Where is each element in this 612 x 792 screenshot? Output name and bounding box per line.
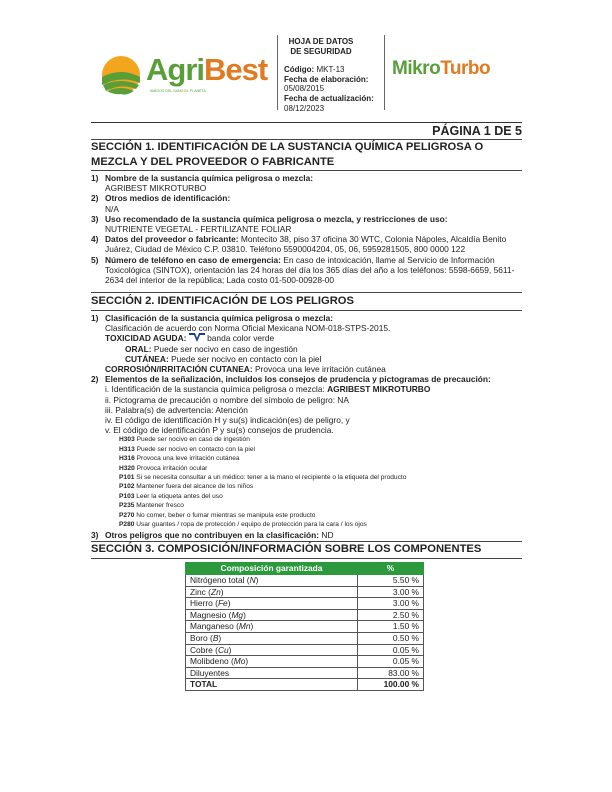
sign-line-3: iii. Palabra(s) de advertencia: Atención [105, 404, 248, 415]
s1-item-1: 1) Nombre de la sustancia química peligrosa o mezcla: AGRIBEST MIKROTURBO [91, 173, 314, 194]
code-row: P235 Mantener fresco [119, 502, 184, 510]
section1-bottom-rule [91, 170, 522, 171]
s1-item-4: 4) Datos del proveedor o fabricante: Montecito 38, piso 37 oficina 30 WTC, Colonia Nápoles, Alcaldía Benito Juárez, Ciudad de México C.P. 03810. Teléfono 5590004204, 05, 06, 5959281505, 800 0000 122 [91, 234, 507, 255]
section2-top-rule [91, 292, 522, 293]
doc-title: HOJA DE DATOS DE SEGURIDAD [288, 37, 354, 56]
upd-value: 08/12/2023 [284, 103, 325, 113]
sign-line-2: ii. Pictograma de precaución o nombre del símbolo de peligro: NA [105, 394, 349, 405]
code-row: P102 Mantener fuera del alcance de los niños [119, 483, 254, 491]
col-composition: Composición garantizada [186, 563, 358, 575]
s1-item-2: 2) Otros medios de identificación: N/A [91, 193, 231, 214]
s1-item-5: 5) Número de teléfono en caso de emergencia: En caso de intoxicación, llame al Servicio de Información Toxicológica (SINTOX), orientación las 24 horas del día los 365 días del año a los teléfonos: 5598-6659, 5611-2634 del interior de la república; Lada costo 01-500-00928-00 [91, 254, 515, 286]
code-value: MKT-13 [316, 65, 345, 75]
table-row [186, 621, 424, 633]
table-row [186, 575, 424, 587]
component-percent: 3.00 % [358, 586, 424, 598]
header-divider-left [277, 35, 278, 110]
section2-bottom-rule [91, 310, 522, 311]
s2-item-3: 3) Otros peligros que no contribuyen en la clasificación: ND [91, 529, 334, 540]
section3-title: SECCIÓN 3. COMPOSICIÓN/INFORMACIÓN SOBRE LOS COMPONENTES [91, 543, 482, 555]
table-row [186, 656, 424, 668]
agribest-wordmark: AgriBest [146, 52, 268, 87]
page-number: PÁGINA 1 DE 5 [432, 124, 522, 138]
table-row [186, 644, 424, 656]
s2-item-2: 2) Elementos de la señalización, incluidos los consejos de prudencia y pictogramas de precaución: [91, 374, 491, 385]
table-row [186, 609, 424, 621]
component-name: Manganeso (Mn) [186, 621, 358, 633]
section1-title: SECCIÓN 1. IDENTIFICACIÓN DE LA SUSTANCIA QUÍMICA PELIGROSA O MEZCLA Y DEL PROVEEDOR O FABRICANTE [91, 141, 484, 168]
code-row: H303 Puede ser nocivo en caso de ingestión [119, 436, 250, 444]
component-percent: 0.05 % [358, 656, 424, 668]
header-divider-right [384, 35, 385, 110]
sign-line-4: iv. El código de identificación H y su(s) indicación(es) de peligro, y [105, 415, 350, 426]
component-name: Cobre (Cu) [186, 644, 358, 656]
component-name: Zinc (Zn) [186, 586, 358, 598]
page-divider [91, 122, 522, 123]
component-percent: 5.50 % [358, 575, 424, 587]
table-row [186, 598, 424, 610]
component-name: Diluyentes [186, 667, 358, 679]
elab-value: 05/08/2015 [284, 84, 325, 94]
mikroturbo-logo: MikroTurbo [392, 58, 491, 79]
brand-tagline: AMIGOS DEL SANO EL PLANETA [150, 89, 206, 93]
component-percent: 1.50 % [358, 621, 424, 633]
table-row [186, 667, 424, 679]
table-header-row [186, 563, 424, 575]
tox-line: TOXICIDAD AGUDA: banda color verde [105, 333, 275, 344]
sign-line-5: v. El código de identificación P y su(s) consejos de prudencia. [105, 425, 334, 436]
oral-line: ORAL: Puede ser nocivo en caso de ingestión [125, 343, 298, 354]
component-name: Magnesio (Mg) [186, 609, 358, 621]
section1-body [91, 173, 522, 285]
corrosion-line: CORROSIÓN/IRRITACIÓN CUTANEA: Provoca una leve irritación cutánea [105, 364, 386, 375]
component-name: Molibdeno (Mo) [186, 656, 358, 668]
total-value: 100.00 % [358, 679, 424, 691]
code-row: H313 Puede ser nocivo en contacto con la piel [119, 445, 256, 453]
s2-item-1: 1) Clasificación de la sustancia química peligrosa o mezcla: Clasificación de acuerdo con Norma Oficial Mexicana NOM-018-STPS-2015. [91, 313, 391, 334]
agribest-logo [96, 50, 266, 100]
component-name: Hierro (Fe) [186, 598, 358, 610]
sign-line-1: i. Identificación de la sustancia química peligrosa o mezcla: AGRIBEST MIKROTURBO [105, 384, 431, 395]
section2-title: SECCIÓN 2. IDENTIFICACIÓN DE LOS PELIGROS [91, 295, 354, 307]
component-name: Nitrógeno total (N) [186, 575, 358, 587]
section2-body [91, 313, 522, 540]
code-row: P280 Usar guantes / ropa de protección / equipo de protección para la cara / los ojos [119, 521, 367, 529]
component-percent: 3.00 % [358, 598, 424, 610]
component-name: Boro (B) [186, 632, 358, 644]
total-label: TOTAL [186, 679, 358, 691]
hazard-codes [91, 435, 522, 529]
s1-item-3: 3) Uso recomendado de la sustancia química peligrosa o mezcla, y restricciones de uso: NUTRIENTE VEGETAL - FERTILIZANTE FOLIAR [91, 213, 448, 235]
code-row: H320 Provoca irritación ocular [119, 464, 208, 472]
component-percent: 2.50 % [358, 609, 424, 621]
component-percent: 0.05 % [358, 644, 424, 656]
cutanea-line: CUTÁNEA: Puede ser nocivo en contacto con la piel [125, 353, 322, 364]
code-label: Código: [284, 65, 315, 75]
component-percent: 0.50 % [358, 632, 424, 644]
section3-bottom-rule [91, 558, 522, 559]
elab-label: Fecha de elaboración: [284, 74, 369, 84]
upd-label: Fecha de actualización: [284, 93, 374, 103]
table-row [186, 632, 424, 644]
code-row: H316 Provoca una leve irritación cutánea [119, 455, 240, 463]
table-row [186, 586, 424, 598]
col-percent: % [358, 563, 424, 575]
doc-info-block [284, 37, 380, 113]
code-row: P270 No comer, beber o fumar mientras se manipula este producto [119, 511, 316, 519]
toxicity-band-icon [189, 333, 205, 342]
component-percent: 83.00 % [358, 667, 424, 679]
agribest-logo-icon [96, 53, 146, 97]
table-total-row [186, 679, 424, 691]
composition-table [185, 562, 424, 691]
code-row: P103 Leer la etiqueta antes del uso [119, 492, 223, 500]
code-row: P101 Si se necesita consultar a un médico: tener a la mano el recipiente o la etiqueta del producto [119, 474, 407, 482]
